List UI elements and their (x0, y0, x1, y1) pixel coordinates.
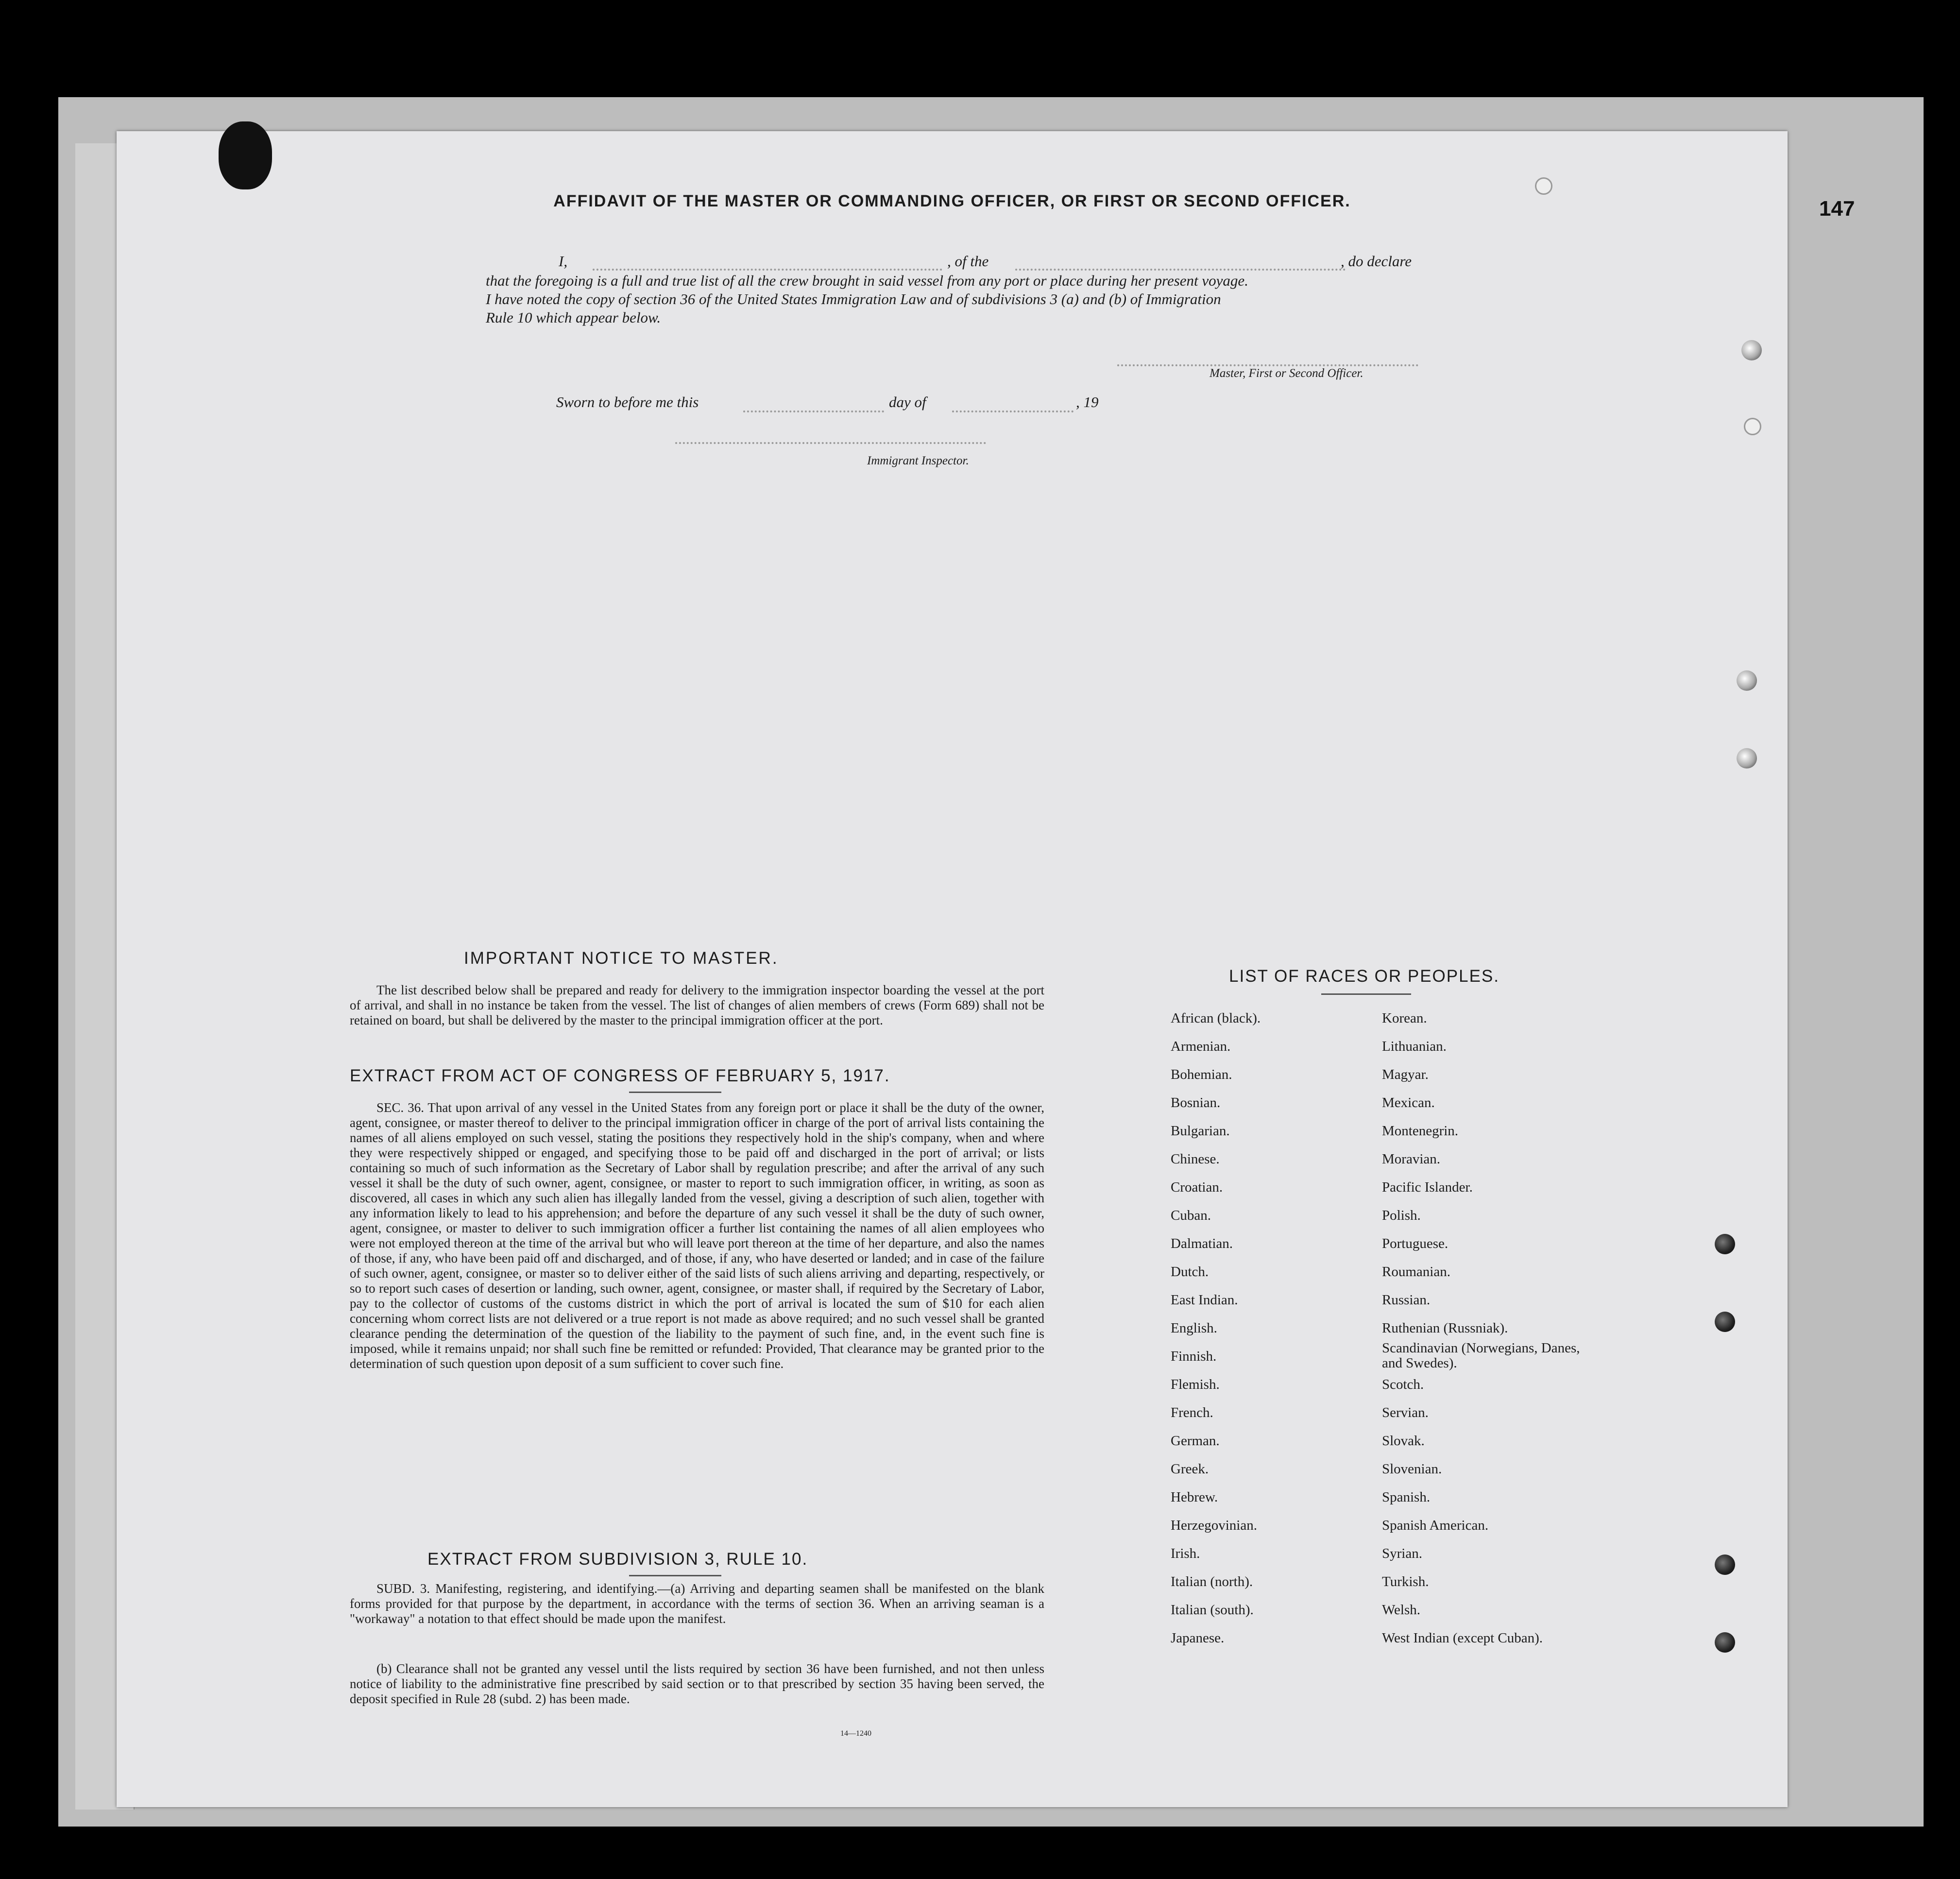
extract-rule-para-a: SUBD. 3. Manifesting, registering, and identifying.—(a) Arriving and departing seamen shall be manifested on the blank forms provided for that purpose by the department, in accordance with the terms of section 36. When an arriving seaman is a "workaway" a notation to that effect should be made upon the manifest. (350, 1581, 1044, 1626)
race-item: Greek. (1171, 1461, 1209, 1477)
race-item: Croatian. (1171, 1179, 1223, 1195)
page-number: 147 (1819, 197, 1855, 221)
race-item: Slovak. (1382, 1433, 1425, 1449)
punch-hole (1737, 748, 1757, 769)
extract-rule-para-b: (b) Clearance shall not be granted any vessel until the lists required by section 36 have been furnished, and not then unless notice of liability to the administrative fine prescribed by said section or to that prescribed by section 35 having been served, the deposit specified in Rule 28 (subd. 2) has been made. (350, 1661, 1044, 1706)
form-number: 14—1240 (840, 1729, 871, 1738)
race-item: Montenegrin. (1382, 1123, 1459, 1139)
inspector-signature-line (675, 442, 986, 444)
year-text: , 19 (1076, 393, 1099, 410)
punch-hole (1715, 1632, 1735, 1653)
name-blank (593, 269, 942, 271)
affidavit-page (117, 131, 1788, 1807)
race-item: Moravian. (1382, 1151, 1440, 1167)
race-item: Herzegovinian. (1171, 1518, 1257, 1533)
affidavit-line-4: Rule 10 which appear below. (486, 309, 661, 326)
race-item: West Indian (except Cuban). (1382, 1630, 1543, 1646)
vessel-blank (1015, 269, 1346, 271)
race-item: Korean. (1382, 1010, 1427, 1026)
extract-act-rule (629, 1092, 721, 1093)
race-item: Armenian. (1171, 1039, 1231, 1054)
race-item: Welsh. (1382, 1602, 1421, 1618)
punch-hole (1744, 418, 1761, 435)
race-item: Cuban. (1171, 1208, 1211, 1223)
sworn-day-blank (743, 410, 884, 412)
race-item: Chinese. (1171, 1151, 1220, 1167)
race-item: English. (1171, 1320, 1217, 1336)
race-item: Russian. (1382, 1292, 1431, 1308)
punch-hole (1741, 340, 1762, 360)
race-item: Lithuanian. (1382, 1039, 1447, 1054)
race-item: Spanish American. (1382, 1518, 1489, 1533)
race-item: Mexican. (1382, 1095, 1435, 1110)
race-item: Magyar. (1382, 1067, 1429, 1082)
race-item: Italian (north). (1171, 1574, 1253, 1589)
punch-hole (1737, 670, 1757, 691)
race-item: Bosnian. (1171, 1095, 1221, 1110)
race-item: Bohemian. (1171, 1067, 1232, 1082)
race-item: Roumanian. (1382, 1264, 1450, 1280)
race-item: Polish. (1382, 1208, 1421, 1223)
affidavit-line-3: I have noted the copy of section 36 of the United States Immigration Law and of subdivisions 3 (a) and (b) of Immigration (486, 290, 1221, 307)
month-blank (952, 410, 1074, 412)
extract-act-title: EXTRACT FROM ACT OF CONGRESS OF FEBRUARY 5, 1917. (350, 1066, 890, 1085)
punch-hole (1715, 1234, 1735, 1254)
sworn-text: Sworn to before me this (556, 393, 699, 410)
race-item: Scandinavian (Norwegians, Danes, and Swedes). (1382, 1340, 1580, 1371)
race-item: Turkish. (1382, 1574, 1429, 1589)
race-item: Dalmatian. (1171, 1236, 1233, 1251)
race-item: German. (1171, 1433, 1220, 1449)
race-item: Servian. (1382, 1405, 1429, 1420)
race-item: Pacific Islander. (1382, 1179, 1473, 1195)
race-item: East Indian. (1171, 1292, 1238, 1308)
torn-corner (219, 121, 272, 189)
extract-rule-title: EXTRACT FROM SUBDIVISION 3, RULE 10. (427, 1550, 808, 1569)
notice-text: The list described below shall be prepared and ready for delivery to the immigration inspector boarding the vessel at the port of arrival, and shall in no instance be taken from the vessel. The list of changes of alien members of crews (Form 689) shall not be retained on board, but shall be delivered by the master to the principal immigration officer at the port. (350, 983, 1044, 1027)
race-item: Japanese. (1171, 1630, 1225, 1646)
inspector-caption: Immigrant Inspector. (867, 454, 969, 467)
race-item: Slovenian. (1382, 1461, 1442, 1477)
race-item: African (black). (1171, 1010, 1261, 1026)
races-rule (1321, 993, 1411, 995)
affidavit-title: AFFIDAVIT OF THE MASTER OR COMMANDING OFFICER, OR FIRST OR SECOND OFFICER. (553, 192, 1351, 210)
punch-hole (1715, 1312, 1735, 1332)
race-item: Finnish. (1171, 1349, 1217, 1364)
race-item: Italian (south). (1171, 1602, 1254, 1618)
extract-rule-rule (629, 1575, 721, 1576)
race-item: Dutch. (1171, 1264, 1209, 1280)
race-item: Bulgarian. (1171, 1123, 1230, 1139)
race-item: Irish. (1171, 1546, 1200, 1561)
race-item: Portuguese. (1382, 1236, 1449, 1251)
race-item: Scotch. (1382, 1377, 1424, 1392)
race-item: Hebrew. (1171, 1489, 1218, 1505)
race-item: Ruthenian (Russniak). (1382, 1320, 1508, 1336)
races-title: LIST OF RACES OR PEOPLES. (1229, 967, 1500, 986)
notice-title: IMPORTANT NOTICE TO MASTER. (464, 949, 779, 968)
affidavit-of-the: , of the (947, 253, 989, 270)
race-item: Syrian. (1382, 1546, 1422, 1561)
master-signature-line (1117, 364, 1418, 366)
race-item: French. (1171, 1405, 1213, 1420)
extract-act-text: SEC. 36. That upon arrival of any vessel in the United States from any foreign port or place it shall be the duty of the owner, agent, consignee, or master thereof to deliver to the principal immigration officer in charge of the port of arrival lists containing the names of all aliens employed on such vessel, stating the positions they respectively hold in the ship's company, when and where they were respectively shipped or engaged, and specifying those to be paid off and discharged in the port of arrival; or lists containing so much of such information as the Secretary of Labor shall by regulation prescribe; and after the arrival of any such vessel it shall be the duty of such owner, agent, consignee, or master to report to such immigration officer, in writing, as soon as discovered, all cases in which any such alien has illegally landed from the vessel, giving a description of such alien, together with any information likely to lead to his apprehension; and before the departure of any such vessel it shall be the duty of such owner, agent, consignee, or master to deliver to such immigration officer a further list containing the names of all alien employees who were not employed thereon at the time of the arrival but who will leave port thereon at the time of her departure, and also the names of those, if any, who have been paid off and discharged, and of those, if any, who have deserted or landed; and in case of the failure of such owner, agent, consignee, or master so to deliver either of the said lists of such aliens arriving and departing, respectively, or so to report such cases of desertion or landing, such owner, agent, consignee, or master shall, if required by the Secretary of Labor, pay to the collector of customs of the customs district in which the port of arrival is located the sum of $10 for each alien concerning whom correct lists are not delivered or a true report is not made as above required; and no such vessel shall be granted clearance pending the determination of the question of the liability to the payment of such fine, and, in the event such fine is imposed, while it remains unpaid; nor shall such fine be remitted or refunded: Provided, That clearance may be granted prior to the determination of such question upon deposit of a sum sufficient to cover such fine. (350, 1100, 1044, 1371)
master-signature-caption: Master, First or Second Officer. (1210, 367, 1363, 380)
affidavit-i: I, (559, 253, 568, 270)
race-item: Flemish. (1171, 1377, 1220, 1392)
affidavit-do-declare: , do declare (1341, 253, 1412, 270)
race-item: Spanish. (1382, 1489, 1431, 1505)
punch-hole (1715, 1554, 1735, 1575)
day-of-text: day of (889, 393, 926, 410)
affidavit-line-2: that the foregoing is a full and true list of all the crew brought in said vessel from any port or place during her present voyage. (486, 272, 1248, 289)
